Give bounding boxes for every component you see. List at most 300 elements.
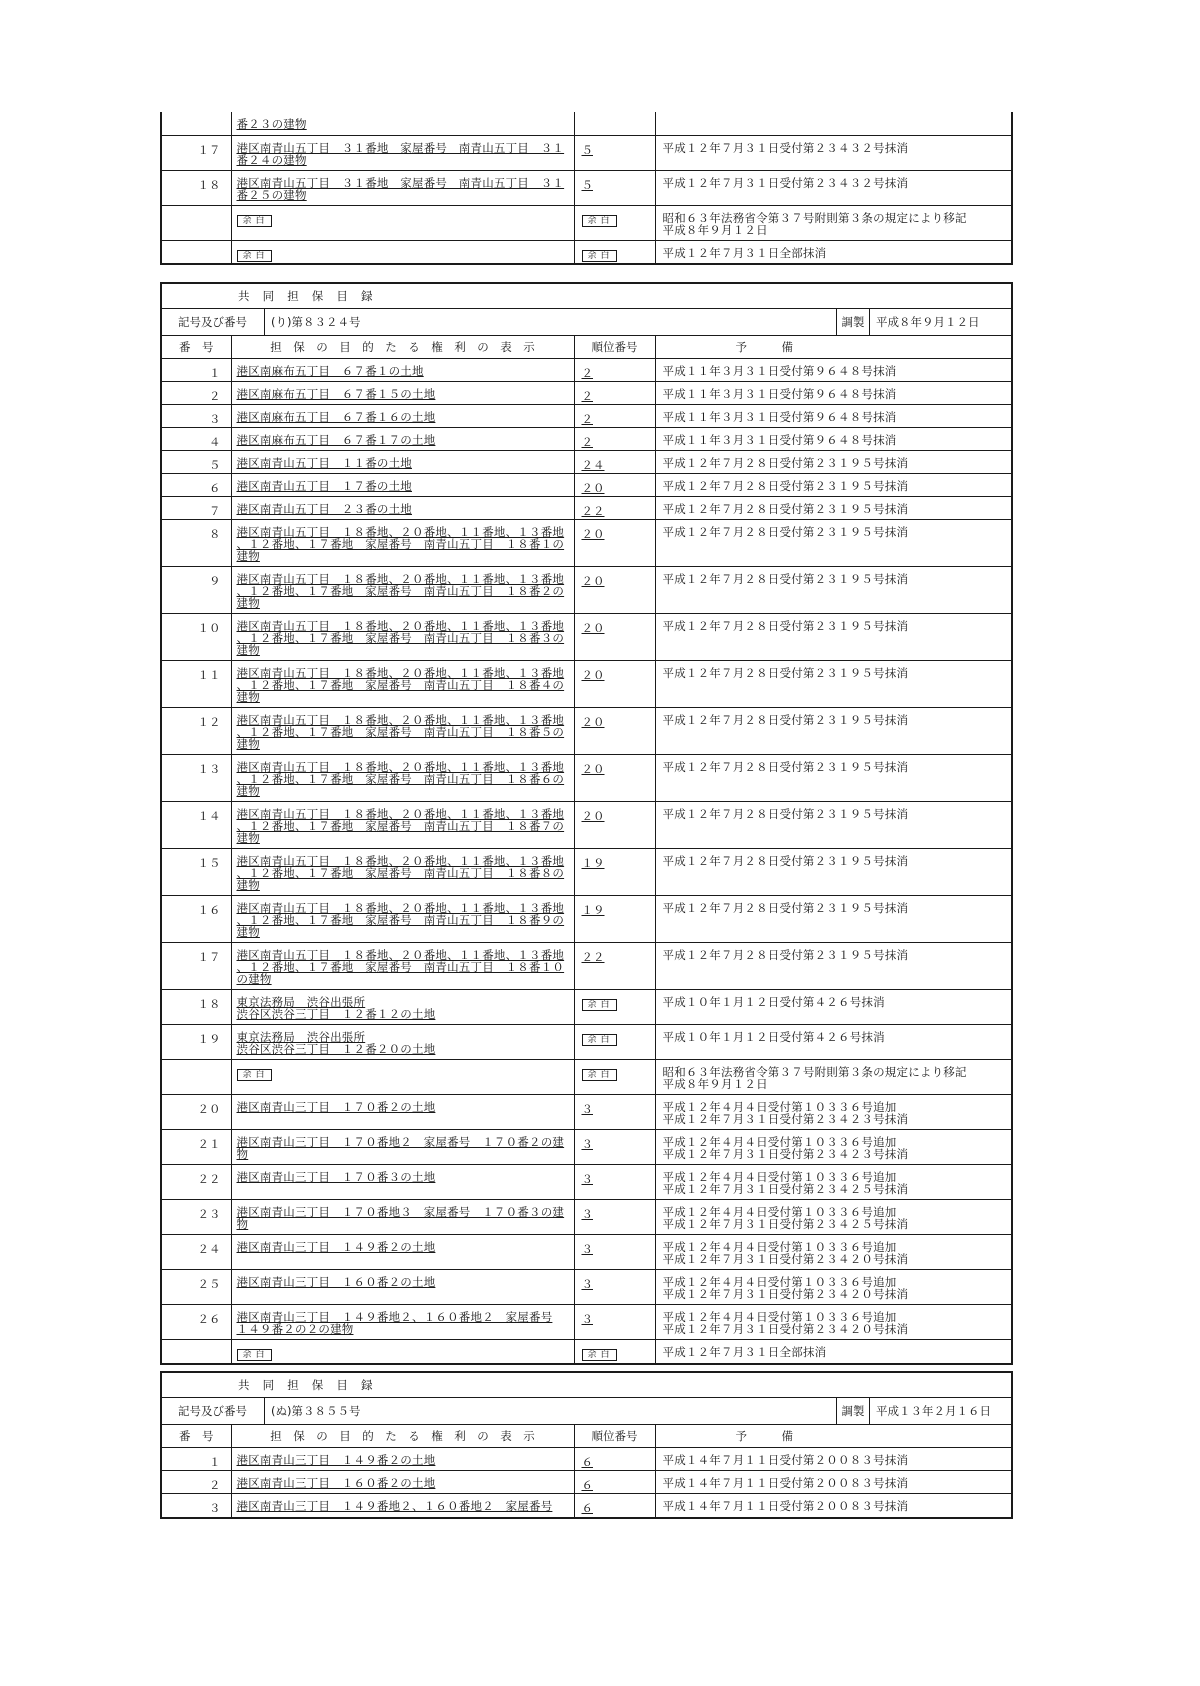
table-row xyxy=(162,567,1011,614)
rank-number: ２０ xyxy=(581,762,605,776)
remarks-line: 平成１２年７月２８日受付第２３１９５号抹消 xyxy=(662,854,909,868)
collateral-description-text: 港区南青山五丁目 １８番地、２０番地、１１番地、１３番地 xyxy=(236,713,565,727)
collateral-description-cell xyxy=(231,943,574,990)
collateral-description-line xyxy=(237,691,574,703)
row-number-cell xyxy=(162,1448,231,1471)
blank-mark: 余白 xyxy=(582,1034,617,1046)
row-number: １ xyxy=(209,366,221,380)
collateral-description-text: 港区南麻布五丁目 ６７番１７の土地 xyxy=(236,433,436,447)
collateral-description-text: 港区南青山三丁目 １６０番２の土地 xyxy=(236,1476,436,1490)
table-row xyxy=(162,428,1011,451)
table-row xyxy=(162,990,1011,1025)
collateral-description-line xyxy=(237,411,574,423)
remarks-cell xyxy=(655,1235,1011,1270)
prepared-label: 調製 xyxy=(836,1398,870,1424)
collateral-description-text: 、１２番地、１７番地 家屋番号 南青山五丁目 １８番８の xyxy=(236,866,565,880)
remarks-cell xyxy=(655,1270,1011,1305)
remarks-line: 平成１２年４月４日受付第１０３３６号追加 xyxy=(662,1170,897,1184)
collateral-description-text: 港区南青山五丁目 １１番の土地 xyxy=(236,456,412,470)
rank-number-cell xyxy=(574,382,655,405)
collateral-description-cell xyxy=(231,896,574,943)
row-number-cell xyxy=(162,205,231,240)
table-row xyxy=(162,614,1011,661)
rank-number-cell xyxy=(574,1200,655,1235)
collateral-description-text: 、１２番地、１７番地 家屋番号 南青山五丁目 １８番２の xyxy=(236,584,565,598)
remarks-line: 平成１２年７月２８日受付第２３１９５号抹消 xyxy=(662,479,909,493)
rank-number-cell xyxy=(574,240,655,263)
row-number: ２ xyxy=(209,389,221,403)
remarks-cell xyxy=(655,755,1011,802)
collateral-description-cell xyxy=(231,614,574,661)
collateral-description-text: 建物 xyxy=(236,643,260,657)
collateral-description-line xyxy=(237,679,574,691)
table-row xyxy=(162,1200,1011,1235)
rank-number-cell xyxy=(574,1270,655,1305)
table-body xyxy=(162,359,1011,1363)
collateral-description-cell xyxy=(231,405,574,428)
collateral-description-line xyxy=(237,1043,574,1055)
collateral-description-text: １４９番２の２の建物 xyxy=(236,1322,354,1336)
row-number: ９ xyxy=(209,574,221,588)
remarks-line: 平成１２年７月３１日受付第２３４２０号抹消 xyxy=(662,1252,909,1266)
remarks-cell xyxy=(655,382,1011,405)
table-row xyxy=(162,1448,1011,1471)
collateral-description-cell xyxy=(231,382,574,405)
row-number-cell xyxy=(162,1200,231,1235)
remarks-line: 平成１２年４月４日受付第１０３３６号追加 xyxy=(662,1205,897,1219)
row-number-cell xyxy=(162,896,231,943)
remarks-line: 平成１２年７月２８日受付第２３１９５号抹消 xyxy=(662,713,909,727)
row-number-cell xyxy=(162,359,231,382)
collateral-description-cell xyxy=(231,802,574,849)
remarks-line: 平成１２年７月３１日受付第２３４３２号抹消 xyxy=(662,175,909,190)
remarks-cell xyxy=(655,497,1011,520)
collateral-description-line xyxy=(237,1008,574,1020)
prepared-label: 調製 xyxy=(836,309,870,335)
rank-number-cell xyxy=(574,405,655,428)
row-number: ８ xyxy=(209,527,221,541)
catalog-title: 共 同 担 保 目 録 xyxy=(162,1373,1011,1398)
table-row xyxy=(162,1130,1011,1165)
collateral-description-line xyxy=(237,457,574,469)
remarks-line: 昭和６３年法務省令第３７号附則第３条の規定により移記 xyxy=(662,210,967,225)
collateral-description-text: の建物 xyxy=(236,972,272,986)
remarks-cell xyxy=(655,802,1011,849)
collateral-description-text: 港区南青山五丁目 １８番地、２０番地、１１番地、１３番地 xyxy=(236,666,565,680)
row-number-cell xyxy=(162,567,231,614)
collateral-description-text: 、１２番地、１７番地 家屋番号 南青山五丁目 １８番４の xyxy=(236,678,565,692)
row-number-cell xyxy=(162,1305,231,1340)
remarks-line: 平成１２年４月４日受付第１０３３６号追加 xyxy=(662,1100,897,1114)
rank-number: ２２ xyxy=(581,504,605,518)
remarks-line: 平成１２年７月２８日受付第２３１９５号抹消 xyxy=(662,760,909,774)
remarks-cell xyxy=(655,1130,1011,1165)
row-number: ２ xyxy=(209,1478,221,1492)
prepared-date: 平成８年９月１２日 xyxy=(876,315,980,329)
row-number: １７ xyxy=(197,950,221,964)
collateral-description-text: 建物 xyxy=(236,690,260,704)
table-row xyxy=(162,474,1011,497)
remarks-cell xyxy=(655,112,1011,135)
row-number-cell xyxy=(162,135,231,170)
collateral-description-text: 番２５の建物 xyxy=(236,187,307,202)
collateral-description-line xyxy=(237,434,574,446)
row-number: ５ xyxy=(209,458,221,472)
remarks-cell xyxy=(655,1200,1011,1235)
rank-number-cell xyxy=(574,359,655,382)
rank-number: ２０ xyxy=(581,668,605,682)
remarks-cell xyxy=(655,1448,1011,1471)
remarks-cell xyxy=(655,849,1011,896)
collateral-description-text: 東京法務局 渋谷出張所 xyxy=(236,1030,366,1044)
remarks-cell xyxy=(655,205,1011,240)
row-number-cell xyxy=(162,1060,231,1095)
collateral-description-text: 港区南青山三丁目 １４９番２の土地 xyxy=(236,1240,436,1254)
remarks-cell xyxy=(655,990,1011,1025)
collateral-description-text: 港区南青山五丁目 １８番地、２０番地、１１番地、１３番地 xyxy=(236,901,565,915)
remarks-line: 平成１２年７月２８日受付第２３１９５号抹消 xyxy=(662,948,909,962)
rank-number: １９ xyxy=(581,903,605,917)
rank-number-cell xyxy=(574,614,655,661)
header-remarks: 予 備 xyxy=(655,1425,1011,1448)
collateral-description-line xyxy=(237,1454,574,1466)
collateral-description-text: 建物 xyxy=(236,784,260,798)
remarks-line: 平成１２年７月３１日受付第２３４２３号抹消 xyxy=(662,1112,909,1126)
remarks-cell xyxy=(655,474,1011,497)
remarks-cell xyxy=(655,1165,1011,1200)
rank-number-cell xyxy=(574,1305,655,1340)
row-number: １８ xyxy=(197,997,221,1011)
blank-mark: 余白 xyxy=(582,215,617,227)
code-number-value: (ぬ)第３８５５号 xyxy=(271,1404,361,1418)
table-row xyxy=(162,135,1011,170)
collateral-table xyxy=(162,1425,1011,1517)
collateral-description-line xyxy=(237,1218,574,1230)
rank-number: ２ xyxy=(581,412,593,426)
row-number: ２３ xyxy=(197,1207,221,1221)
header-remarks: 予 備 xyxy=(655,336,1011,359)
rank-number: ２ xyxy=(581,389,593,403)
remarks-cell xyxy=(655,1340,1011,1363)
rank-number-cell xyxy=(574,990,655,1025)
remarks-cell xyxy=(655,451,1011,474)
collateral-description-text: 港区南青山五丁目 １８番地、２０番地、１１番地、１３番地 xyxy=(236,948,565,962)
remarks-cell xyxy=(655,614,1011,661)
remarks-cell xyxy=(655,1471,1011,1494)
collateral-description-text: 港区南青山五丁目 ３１番地 家屋番号 南青山五丁目 ３１ xyxy=(236,175,565,190)
collateral-description-cell xyxy=(231,1270,574,1305)
row-number: １６ xyxy=(197,903,221,917)
row-number: ２１ xyxy=(197,1137,221,1151)
rank-number: ２ xyxy=(581,366,593,380)
collateral-description-text: 建物 xyxy=(236,925,260,939)
collateral-description-cell xyxy=(231,1095,574,1130)
row-number-cell xyxy=(162,1340,231,1363)
rank-number: ３ xyxy=(581,1312,593,1326)
row-number-cell xyxy=(162,474,231,497)
rank-number-cell xyxy=(574,1165,655,1200)
remarks-line: 平成１１年３月３１日受付第９６４８号抹消 xyxy=(662,364,897,378)
collateral-description-text: 港区南青山三丁目 １７０番２の土地 xyxy=(236,1100,436,1114)
collateral-description-text: 建物 xyxy=(236,596,260,610)
collateral-description-line xyxy=(237,1171,574,1183)
remarks-line: 平成１４年７月１１日受付第２００８３号抹消 xyxy=(662,1476,909,1490)
row-number: １１ xyxy=(197,668,221,682)
collateral-description-line xyxy=(237,585,574,597)
collateral-description-line xyxy=(237,118,574,130)
collateral-description-line xyxy=(237,867,574,879)
collateral-description-text: 建物 xyxy=(236,831,260,845)
collateral-description-line xyxy=(237,832,574,844)
blank-mark: 余白 xyxy=(582,999,617,1011)
collateral-description-text: 港区南青山五丁目 ３１番地 家屋番号 南青山五丁目 ３１ xyxy=(236,140,565,155)
table-row xyxy=(162,382,1011,405)
rank-number-cell xyxy=(574,428,655,451)
rank-number-cell xyxy=(574,1130,655,1165)
rank-number-cell xyxy=(574,755,655,802)
rank-number: ３ xyxy=(581,1242,593,1256)
collateral-description-text: 港区南麻布五丁目 ６７番１の土地 xyxy=(236,364,424,378)
table-row xyxy=(162,1025,1011,1060)
collateral-description-line xyxy=(237,1323,574,1335)
collateral-description-cell xyxy=(231,1340,574,1363)
collateral-description-line xyxy=(237,820,574,832)
rank-number-cell xyxy=(574,170,655,205)
remarks-cell xyxy=(655,405,1011,428)
collateral-description-cell xyxy=(231,135,574,170)
collateral-description-line xyxy=(237,550,574,562)
remarks-line: 平成１１年３月３１日受付第９６４８号抹消 xyxy=(662,433,897,447)
collateral-description-text: 建物 xyxy=(236,549,260,563)
collateral-description-cell xyxy=(231,240,574,263)
row-number: ２６ xyxy=(197,1312,221,1326)
row-number: ６ xyxy=(209,481,221,495)
header-rank: 順位番号 xyxy=(574,1425,655,1448)
collateral-description-text: 建物 xyxy=(236,737,260,751)
row-number: １９ xyxy=(197,1032,221,1046)
collateral-description-line xyxy=(237,926,574,938)
table-row xyxy=(162,1235,1011,1270)
remarks-line: 平成１２年７月３１日受付第２３４２０号抹消 xyxy=(662,1287,909,1301)
remarks-line: 平成１２年７月２８日受付第２３１９５号抹消 xyxy=(662,807,909,821)
blank-mark: 余白 xyxy=(582,1349,617,1361)
row-number: ２４ xyxy=(197,1242,221,1256)
collateral-description-text: 建物 xyxy=(236,878,260,892)
joint-collateral-catalog xyxy=(160,282,1013,1365)
row-number: １４ xyxy=(197,809,221,823)
collateral-description-text: 港区南麻布五丁目 ６７番１６の土地 xyxy=(236,410,436,424)
header-description: 担 保 の 目 的 た る 権 利 の 表 示 xyxy=(231,336,574,359)
remarks-line: 平成１２年７月３１日受付第２３４２５号抹消 xyxy=(662,1217,909,1231)
remarks-line: 平成１２年７月３１日受付第２３４３２号抹消 xyxy=(662,140,909,155)
collateral-description-text: 港区南青山五丁目 １８番地、２０番地、１１番地、１３番地 xyxy=(236,572,565,586)
table-row xyxy=(162,170,1011,205)
row-number-cell xyxy=(162,451,231,474)
rank-number-cell xyxy=(574,567,655,614)
table-row xyxy=(162,943,1011,990)
row-number-cell xyxy=(162,849,231,896)
remarks-line: 平成１２年７月３１日全部抹消 xyxy=(662,1345,827,1359)
catalog-code-row xyxy=(162,309,1011,336)
collateral-description-text: 港区南麻布五丁目 ６７番１５の土地 xyxy=(236,387,436,401)
collateral-description-text: 港区南青山三丁目 １７０番３の土地 xyxy=(236,1170,436,1184)
rank-number: ６ xyxy=(581,1478,593,1492)
blank-mark: 余白 xyxy=(237,250,272,262)
table-row xyxy=(162,849,1011,896)
collateral-description-line xyxy=(237,1241,574,1253)
rank-number: ２４ xyxy=(581,458,605,472)
rank-number: ５ xyxy=(581,177,593,192)
table-row xyxy=(162,405,1011,428)
rank-number: ６ xyxy=(581,1455,593,1469)
rank-number: ３ xyxy=(581,1172,593,1186)
table-row xyxy=(162,1270,1011,1305)
remarks-cell xyxy=(655,520,1011,567)
collateral-description-line xyxy=(237,632,574,644)
rank-number-cell xyxy=(574,1494,655,1517)
table-row xyxy=(162,451,1011,474)
rank-number-cell xyxy=(574,451,655,474)
collateral-description-text: 、１２番地、１７番地 家屋番号 南青山五丁目 １８番１の xyxy=(236,537,565,551)
collateral-description-text: 、１２番地、１７番地 家屋番号 南青山五丁目 １８番３の xyxy=(236,631,565,645)
collateral-description-cell xyxy=(231,1494,574,1517)
row-number-cell xyxy=(162,1025,231,1060)
collateral-description-cell xyxy=(231,567,574,614)
code-number-label: 記号及び番号 xyxy=(162,309,265,335)
remarks-cell xyxy=(655,567,1011,614)
collateral-description-text: 港区南青山三丁目 １４９番地２、１６０番地２ 家屋番号 xyxy=(236,1499,553,1513)
row-number: ２５ xyxy=(197,1277,221,1291)
row-number: ２２ xyxy=(197,1172,221,1186)
remarks-line: 平成１２年４月４日受付第１０３３６号追加 xyxy=(662,1310,897,1324)
collateral-description-line xyxy=(237,973,574,985)
table-row xyxy=(162,240,1011,263)
rank-number-cell xyxy=(574,661,655,708)
collateral-description-cell xyxy=(231,170,574,205)
table-row xyxy=(162,1165,1011,1200)
table-body xyxy=(162,112,1011,263)
collateral-description-cell xyxy=(231,1448,574,1471)
remarks-line: 平成１１年３月３１日受付第９６４８号抹消 xyxy=(662,410,897,424)
collateral-description-cell xyxy=(231,1025,574,1060)
row-number: ７ xyxy=(209,504,221,518)
collateral-description-cell xyxy=(231,1305,574,1340)
table-row xyxy=(162,896,1011,943)
collateral-description-text: 港区南青山五丁目 １７番の土地 xyxy=(236,479,412,493)
remarks-cell xyxy=(655,1060,1011,1095)
table-row xyxy=(162,1494,1011,1517)
collateral-description-cell xyxy=(231,474,574,497)
remarks-line: 平成１２年７月２８日受付第２３１９５号抹消 xyxy=(662,456,909,470)
collateral-description-cell xyxy=(231,661,574,708)
code-number-label: 記号及び番号 xyxy=(162,1398,265,1424)
collateral-description-text: 港区南青山三丁目 １７０番地３ 家屋番号 １７０番３の建 xyxy=(236,1205,565,1219)
collateral-description-line xyxy=(237,503,574,515)
remarks-cell xyxy=(655,170,1011,205)
collateral-description-line xyxy=(237,961,574,973)
rank-number: ３ xyxy=(581,1277,593,1291)
table-row xyxy=(162,708,1011,755)
collateral-description-cell xyxy=(231,1060,574,1095)
rank-number: １９ xyxy=(581,856,605,870)
remarks-line: 平成１２年４月４日受付第１０３３６号追加 xyxy=(662,1275,897,1289)
row-number-cell xyxy=(162,1494,231,1517)
collateral-description-text: 渋谷区渋谷三丁目 １２番２０の土地 xyxy=(236,1042,436,1056)
rank-number: ２０ xyxy=(581,574,605,588)
collateral-description-line xyxy=(237,1500,574,1512)
catalog-title: 共 同 担 保 目 録 xyxy=(162,284,1011,309)
remarks-line: 平成１２年７月３１日受付第２３４２３号抹消 xyxy=(662,1147,909,1161)
remarks-cell xyxy=(655,661,1011,708)
remarks-line: 平成１４年７月１１日受付第２００８３号抹消 xyxy=(662,1453,909,1467)
blank-mark: 余白 xyxy=(582,1069,617,1081)
remarks-line: 平成１２年７月２８日受付第２３１９５号抹消 xyxy=(662,901,909,915)
remarks-cell xyxy=(655,1494,1011,1517)
row-number-cell xyxy=(162,170,231,205)
rank-number-cell xyxy=(574,1340,655,1363)
collateral-description-line xyxy=(237,1148,574,1160)
collateral-description-cell xyxy=(231,205,574,240)
rank-number: ２２ xyxy=(581,950,605,964)
row-number: ３ xyxy=(209,1501,221,1515)
header-row xyxy=(162,1425,1011,1448)
collateral-description-text: 港区南青山三丁目 １６０番２の土地 xyxy=(236,1275,436,1289)
rank-number: ３ xyxy=(581,1137,593,1151)
remarks-line: 平成１２年７月３１日受付第２３４２０号抹消 xyxy=(662,1322,909,1336)
row-number-cell xyxy=(162,614,231,661)
remarks-line: 昭和６３年法務省令第３７号附則第３条の規定により移記 xyxy=(662,1065,967,1079)
table-row xyxy=(162,359,1011,382)
row-number: １８ xyxy=(197,177,221,192)
collateral-description-text: 東京法務局 渋谷出張所 xyxy=(236,995,366,1009)
remarks-line: 平成１２年７月２８日受付第２３１９５号抹消 xyxy=(662,619,909,633)
rank-number: ３ xyxy=(581,1207,593,1221)
collateral-description-text: 港区南青山五丁目 １８番地、２０番地、１１番地、１３番地 xyxy=(236,525,565,539)
collateral-table xyxy=(162,336,1011,1363)
row-number-cell xyxy=(162,382,231,405)
collateral-description-line xyxy=(237,189,574,201)
collateral-description-cell xyxy=(231,1165,574,1200)
collateral-description-line xyxy=(237,388,574,400)
collateral-description-line xyxy=(237,365,574,377)
table-row xyxy=(162,1095,1011,1130)
rank-number: ３ xyxy=(581,1102,593,1116)
blank-mark: 余白 xyxy=(237,215,272,227)
collateral-description-text: 港区南青山五丁目 １８番地、２０番地、１１番地、１３番地 xyxy=(236,854,565,868)
remarks-cell xyxy=(655,135,1011,170)
joint-collateral-catalog xyxy=(160,1371,1013,1519)
prepared-date: 平成１３年２月１６日 xyxy=(876,1404,991,1418)
collateral-description-text: 物 xyxy=(236,1147,249,1161)
collateral-description-text: 番２３の建物 xyxy=(236,117,307,131)
collateral-description-text: 港区南青山三丁目 １４９番地２、１６０番地２ 家屋番号 xyxy=(236,1310,553,1324)
catalog-code-row xyxy=(162,1398,1011,1425)
row-number-cell xyxy=(162,708,231,755)
remarks-cell xyxy=(655,1095,1011,1130)
table-body xyxy=(162,1448,1011,1517)
collateral-description-line xyxy=(237,738,574,750)
collateral-description-line xyxy=(237,538,574,550)
rank-number: ６ xyxy=(581,1501,593,1515)
collateral-description-cell xyxy=(231,359,574,382)
header-number: 番 号 xyxy=(162,1425,231,1448)
row-number-cell xyxy=(162,1471,231,1494)
remarks-line: 平成１２年７月３１日受付第２３４２５号抹消 xyxy=(662,1182,909,1196)
collateral-description-cell xyxy=(231,708,574,755)
table-row xyxy=(162,520,1011,567)
collateral-description-line xyxy=(237,879,574,891)
rank-number-cell xyxy=(574,1471,655,1494)
